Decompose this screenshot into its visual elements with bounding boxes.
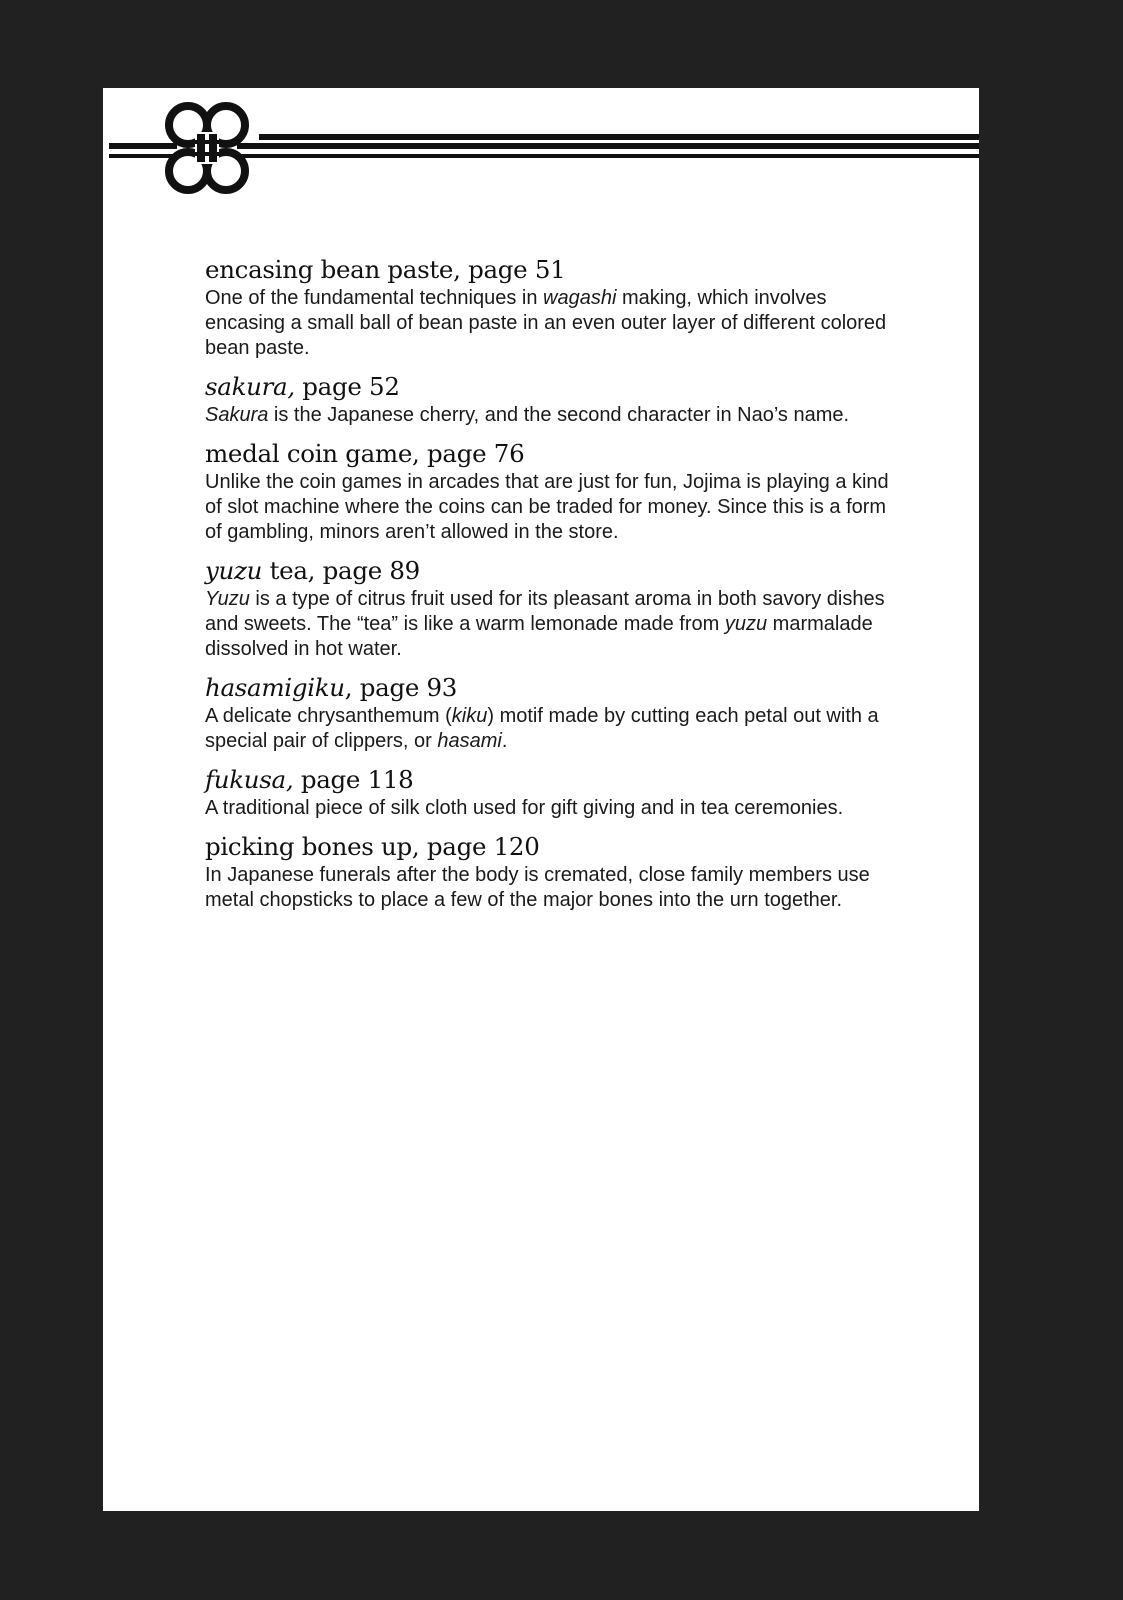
note-body: Unlike the coin games in arcades that are just for fun, Jojima is playing a kind of slot machine where the coins can be traded for money. Since this is a form of gambling, minors aren’t allowed in the store. [205,471,889,543]
note-body: A traditional piece of silk cloth used for gift giving and in tea ceremonies. [205,797,844,819]
note-item [205,440,905,545]
note-term: fukusa, page 118 [205,765,414,794]
note-body: A delicate chrysanthemum (kiku) motif made by cutting each petal out with a special pair of clippers, or hasami. [205,705,879,752]
note-item [205,674,905,754]
translation-notes [205,256,905,925]
note-item [205,833,905,913]
knot-crest-icon [109,98,979,194]
note-term: hasamigiku, page 93 [205,673,458,702]
note-term: medal coin game, page 76 [205,439,525,468]
note-item [205,766,905,821]
note-body: Sakura is the Japanese cherry, and the second character in Nao’s name. [205,404,850,426]
book-page [103,88,979,1511]
note-term: yuzu tea, page 89 [205,556,420,585]
note-term: sakura, page 52 [205,372,400,401]
note-body: One of the fundamental techniques in wagashi making, which involves encasing a small ball of bean paste in an even outer layer of different colored bean paste. [205,287,887,359]
note-item [205,557,905,662]
note-term: encasing bean paste, page 51 [205,255,566,284]
note-item [205,256,905,361]
note-item [205,373,905,428]
note-term: picking bones up, page 120 [205,832,540,861]
note-body: In Japanese funerals after the body is cremated, close family members use metal chopsticks to place a few of the major bones into the urn together. [205,864,870,911]
note-body: Yuzu is a type of citrus fruit used for its pleasant aroma in both savory dishes and sweets. The “tea” is like a warm lemonade made from yuzu marmalade dissolved in hot water. [205,588,885,660]
